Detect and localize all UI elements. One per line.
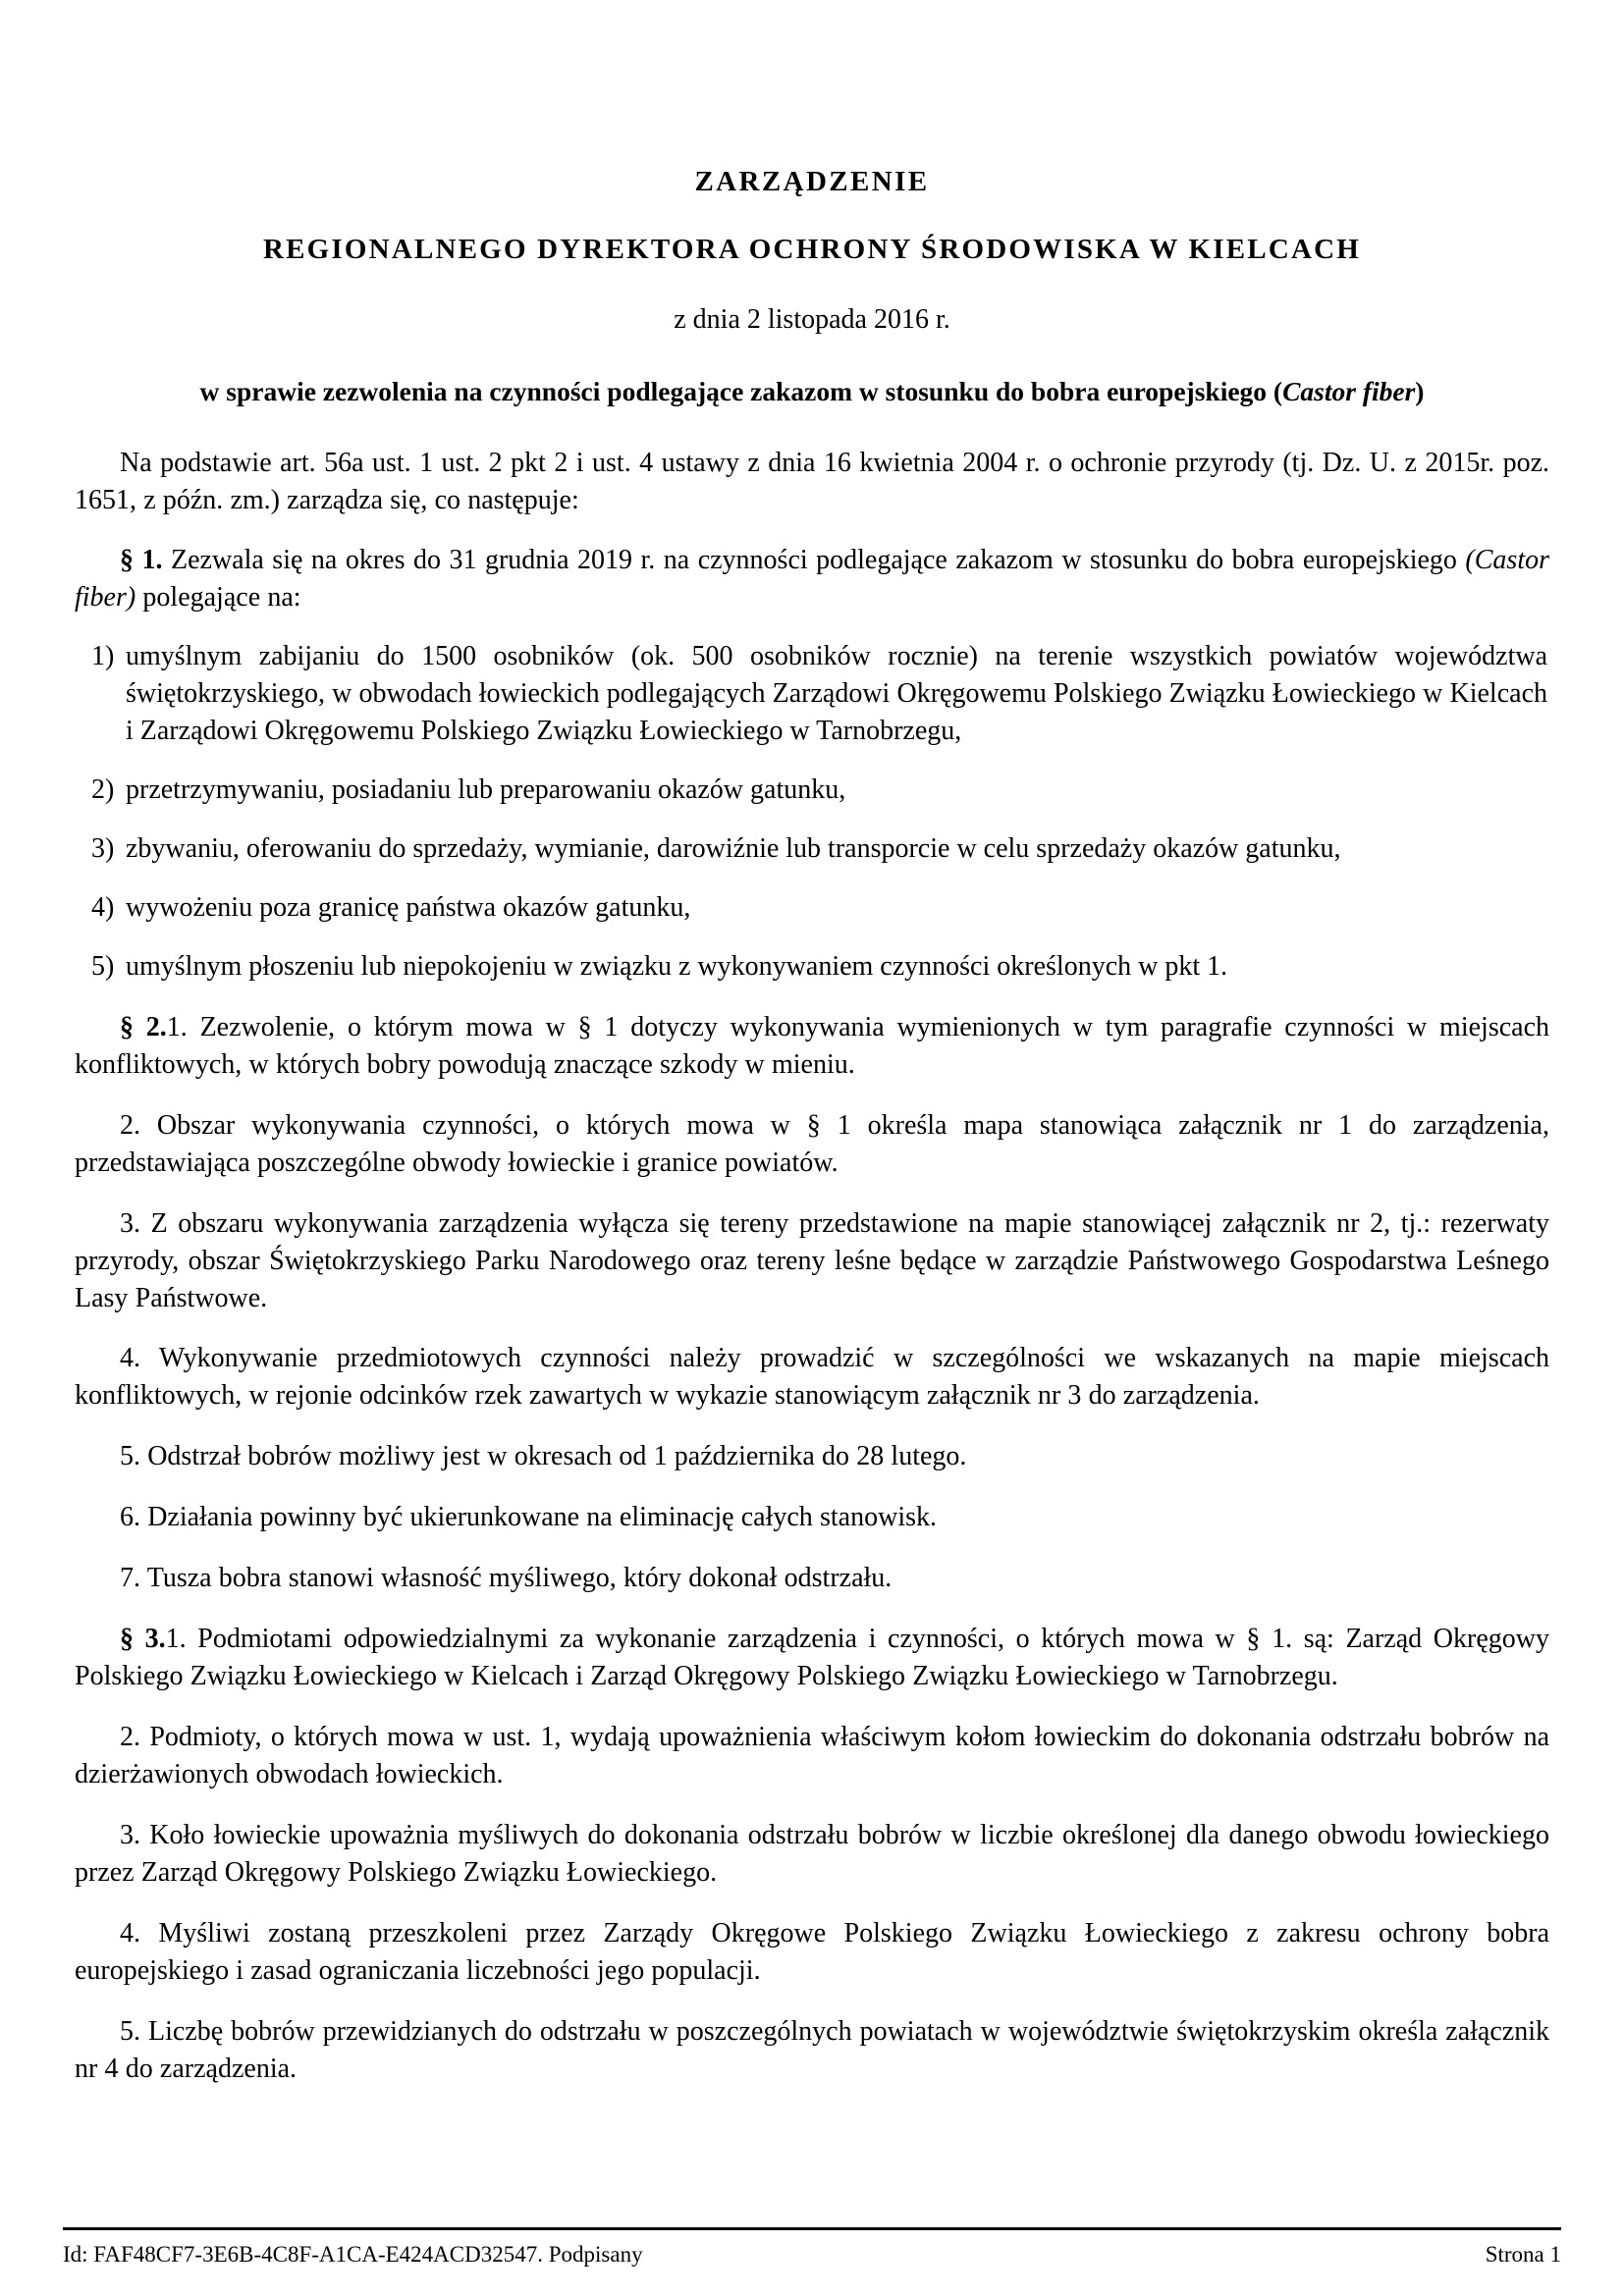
section-2-marker: § 2.: [120, 1011, 167, 1042]
document-date: z dnia 2 listopada 2016 r.: [674, 303, 950, 335]
list-item-text: wywożeniu poza granicę państwa okazów gatunku,: [126, 892, 691, 923]
footer-row: [63, 2241, 1561, 2269]
list-item: [75, 750, 1549, 809]
section-3-item-3: 3. Koło łowieckie upoważnia myśliwych do dokonania odstrzału bobrów w liczbie określonej dla danego obwodu łowieckiego przez Zarząd Okręgowy Polskiego Związku Łowieckiego.: [75, 1819, 1549, 1888]
section-2-item-4: 4. Wykonywanie przedmiotowych czynności należy prowadzić w szczególności we wskazanych na mapie miejscach konfliktowych, w rejonie odcinków rzek zawartych w wykazie stanowiącym załącznik nr 3 do zarządzenia.: [75, 1343, 1549, 1412]
page-number: Strona 1: [1485, 2242, 1561, 2268]
section-2-item-2: 2. Obszar wykonywania czynności, o których mowa w § 1 określa mapa stanowiąca załącznik nr 1 do zarządzenia, przedstawiająca poszczególne obwody łowieckie i granice powiatów.: [75, 1109, 1549, 1178]
list-item-marker: 4): [91, 892, 115, 923]
document-subject: [75, 336, 1549, 408]
list-item-marker: 5): [91, 950, 115, 982]
page-footer: [63, 2227, 1561, 2269]
section-3-item-2: 2. Podmioty, o których mowa w ust. 1, wydają upoważnienia właściwym kołom łowieckim do dokonania odstrzału bobrów na dzierżawionych obwodach łowieckich.: [75, 1722, 1549, 1789]
section-2-item-1-text: 1. Zezwolenie, o którym mowa w § 1 dotyczy wykonywania wymienionych w tym paragrafie czynności w miejscach konfliktowych, w których bobry powodują znaczące szkody w mieniu.: [75, 1011, 1549, 1080]
section-1-species: (Castor fiber): [75, 545, 1549, 614]
section-3-item-1: [75, 1597, 1549, 1695]
section-1-item-list: [75, 616, 1549, 986]
section-2-item-7: 7. Tusza bobra stanowi własność myśliwego, który dokonał odstrzału.: [120, 1563, 893, 1594]
list-item-text: zbywaniu, oferowaniu do sprzedaży, wymianie, darowiźnie lub transporcie w celu sprzedaży okazów gatunku,: [126, 833, 1341, 865]
list-item: [75, 927, 1549, 986]
list-item-text: przetrzymywaniu, posiadaniu lub preparowaniu okazów gatunku,: [126, 774, 846, 806]
section-3-marker: § 3.: [120, 1624, 166, 1655]
section-2-item-1: [75, 986, 1549, 1084]
list-item: [75, 868, 1549, 927]
section-1-marker: § 1.: [120, 545, 163, 576]
section-2-item-3: 3. Z obszaru wykonywania zarządzenia wyłącza się tereny przedstawione na mapie stanowiącej załącznik nr 2, tj.: rezerwaty przyrody, obszar Świętokrzyskiego Parku Narodowego oraz tereny leśne będące w zarządzie Państwowego Gospodarstwa Leśnego Lasy Państwowe.: [75, 1207, 1549, 1313]
section-1-lead-before: Zezwala się na okres do 31 grudnia 2019 r. na czynności podlegające zakazom w stosunku do bobra europejskiego: [162, 545, 1466, 576]
paragraph-1-lead: [75, 518, 1549, 616]
list-item-marker: 3): [91, 833, 115, 865]
section-3-item-4: 4. Myśliwi zostaną przeszkoleni przez Zarządy Okręgowe Polskiego Związku Łowieckiego z zakresu ochrony bobra europejskiego i zasad ograniczania liczebności jego populacji.: [75, 1917, 1549, 1986]
footer-divider: [63, 2227, 1561, 2230]
species-name: Castor fiber: [1282, 376, 1416, 407]
list-item: [75, 616, 1549, 750]
section-2-item-6: 6. Działania powinny być ukierunkowane na eliminację całych stanowisk.: [120, 1502, 938, 1533]
document-subtitle: REGIONALNEGO DYREKTORA OCHRONY ŚRODOWISKA W KIELCACH: [262, 233, 1362, 265]
document-content: [75, 0, 1549, 2088]
subject-suffix: ): [1415, 376, 1425, 407]
list-item: [75, 809, 1549, 868]
section-1-lead-after: polegające na:: [135, 582, 301, 614]
list-item-text: umyślnym zabijaniu do 1500 osobników (ok. 500 osobników rocznie) na terenie wszystkich powiatów województwa świętokrzyskiego, w obwodach łowieckich podlegających Zarządowi Okręgowemu Polskiego Związku Łowieckiego w Kielcach i Zarządowi Okręgowemu Polskiego Związku Łowieckiego w Tarnobrzegu,: [126, 641, 1547, 747]
legal-basis-paragraph: Na podstawie art. 56a ust. 1 ust. 2 pkt 2 i ust. 4 ustawy z dnia 16 kwietnia 2004 r. o ochronie przyrody (tj. Dz. U. z 2015r. poz. 1651, z późn. zm.) zarządza się, co następuje:: [75, 447, 1549, 515]
list-item-marker: 2): [91, 774, 115, 806]
section-3-item-5: 5. Liczbę bobrów przewidzianych do odstrzału w poszczególnych powiatach w województwie świętokrzyskim określa załącznik nr 4 do zarządzenia.: [75, 2015, 1549, 2084]
section-2-item-5: 5. Odstrzał bobrów możliwy jest w okresach od 1 października do 28 lutego.: [120, 1441, 967, 1472]
list-item-marker: 1): [91, 641, 115, 672]
document-id-text: Id: FAF48CF7-3E6B-4C8F-A1CA-E424ACD32547. Podpisany: [63, 2242, 643, 2268]
list-item-text: umyślnym płoszeniu lub niepokojeniu w związku z wykonywaniem czynności określonych w pkt 1.: [126, 950, 1228, 982]
document-title: ZARZĄDZENIE: [694, 166, 930, 197]
section-3-item-1-text: 1. Podmiotami odpowiedzialnymi za wykonanie zarządzenia i czynności, o których mowa w § 1. są: Zarząd Okręgowy Polskiego Związku Łowieckiego w Kielcach i Zarząd Okręgowy Polskiego Związku Łowieckiego w Tarnobrzegu.: [75, 1624, 1550, 1692]
subject-prefix: w sprawie zezwolenia na czynności podlegające zakazom w stosunku do bobra europejskiego (: [199, 376, 1283, 407]
